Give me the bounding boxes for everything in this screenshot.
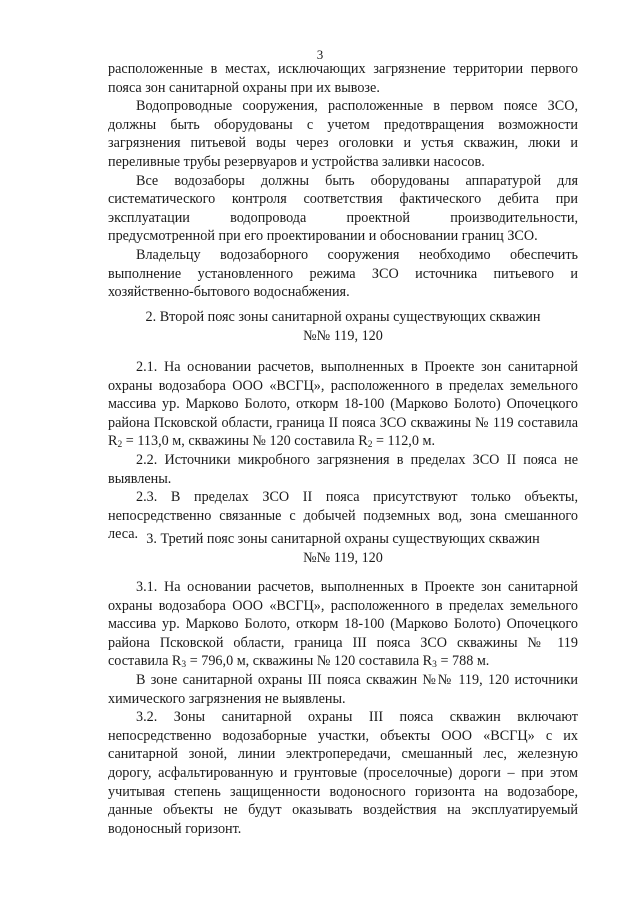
section-2-body	[108, 358, 578, 544]
paragraph: 2.1. На основании расчетов, выполненных в Проекте зон санитарной охраны водозабора ООО «ВСГЦ», расположенного в пределах земельного массива ур. Марково Болото, откорм 18-100 (Марково Болото) Опочецкого района Псковской области, граница II пояса ЗСО скважины № 119 составила $R_2 = 113,0$ м, скважины № 120 составила $R_2 = 112,0$ м.	[108, 359, 578, 451]
paragraph: В зоне санитарной охраны III пояса скважин №№ 119, 120 источники химического загрязнения не выявлены.	[108, 671, 578, 707]
paragraph: Водопроводные сооружения, расположенные в первом поясе ЗСО, должны быть оборудованы с учетом предотвращения возможности загрязнения питьевой воды через оголовки и устья скважин, люки и переливные трубы резервуаров и устройства заливки насосов.	[108, 98, 578, 170]
paragraph: Все водозаборы должны быть оборудованы аппаратурой для систематического контроля соответствия фактического дебита при эксплуатации водопровода проектной производительности, предусмотренной при его проектировании и обосновании границ ЗСО.	[108, 172, 578, 245]
page-number: 3	[316, 47, 324, 62]
intro-block	[108, 60, 578, 302]
paragraph: 2.2. Источники микробного загрязнения в пределах ЗСО II пояса не выявлены.	[108, 451, 578, 487]
section-2-heading	[108, 308, 578, 345]
section-heading-line: 2. Второй пояс зоны санитарной охраны существующих скважин	[145, 309, 541, 325]
paragraph: расположенные в местах, исключающих загрязнение территории первого пояса зон санитарной охраны при их вывозе.	[108, 61, 578, 96]
section-heading-line: 3. Третий пояс зоны санитарной охраны существующих скважин	[146, 531, 540, 547]
paragraph: Владельцу водозаборного сооружения необходимо обеспечить выполнение установленного режима ЗСО источника питьевого и хозяйственно-бытового водоснабжения.	[108, 246, 578, 301]
section-3-body	[108, 578, 578, 838]
section-heading-line: №№ 119, 120	[303, 327, 383, 344]
paragraph: 2.3. В пределах ЗСО II пояса присутствуют только объекты, непосредственно связанные с добычей подземных вод, зона смешанного леса.	[108, 489, 578, 543]
section-heading-line: №№ 119, 120	[303, 549, 383, 566]
paragraph: 3.1. На основании расчетов, выполненных в Проекте зон санитарной охраны водозабора ООО «ВСГЦ», расположенного в пределах земельного массива ур. Марково Болото, откорм 18-100 (Марково Болото) Опочецкого района Псковской области, граница III пояса ЗСО скважины № 119 составила $R_3 = 796,0$ м, скважины № 120 составила $R_3 = 788$ м.	[108, 579, 578, 671]
section-3-heading	[108, 530, 578, 567]
paragraph: 3.2. Зоны санитарной охраны III пояса скважин включают непосредственно водозаборные участки, объекты ООО «ВСГЦ» с их санитарной зоной, линии электропередачи, смешанный лес, железную дорогу, асфальтированную и грунтовые (проселочные) дороги – при этом учитывая степень защищенности водоносного горизонта на водозаборе, данные объекты не будут оказывать воздействия на эксплуатируемый водоносный горизонт.	[108, 709, 578, 837]
